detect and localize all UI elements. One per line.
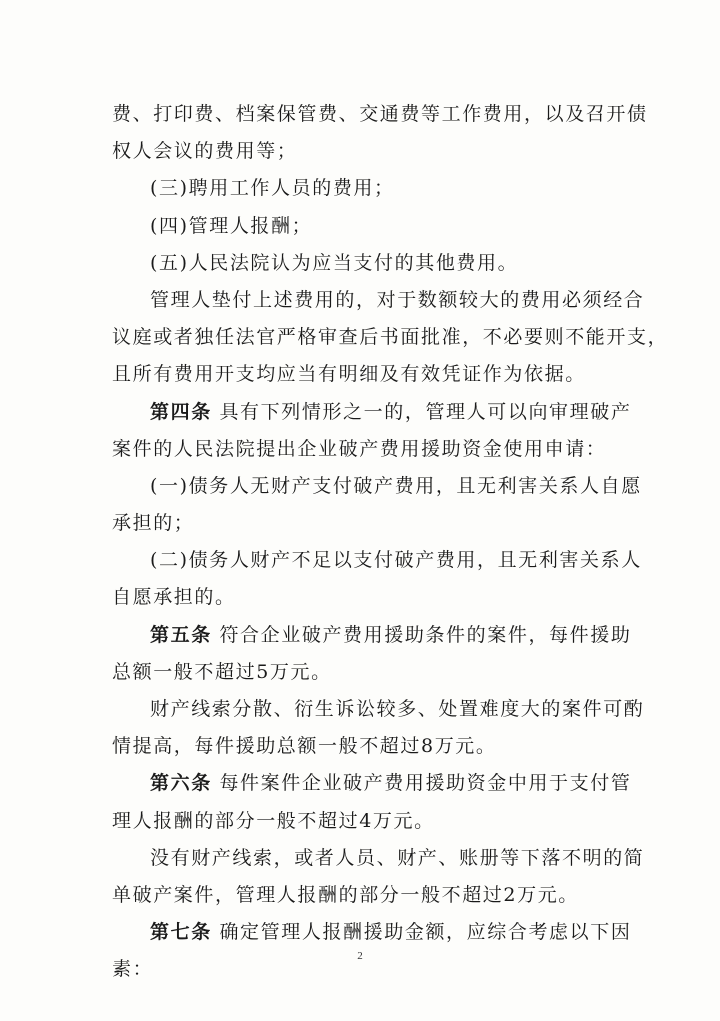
- article-heading: 第五条: [150, 623, 212, 646]
- text-line: [112, 96, 648, 133]
- line-text: 情提高，每件援助总额一般不超过8万元。: [112, 735, 497, 758]
- line-text: (一)债务人无财产支付破产费用，且无利害关系人自愿: [150, 474, 642, 497]
- text-line: [112, 654, 612, 691]
- line-text: 总额一般不超过5万元。: [112, 660, 332, 683]
- text-line: [112, 133, 612, 170]
- text-line: [112, 170, 612, 207]
- line-text: 议庭或者独任法官严格审查后书面批准，不必要则不能开支，: [112, 326, 669, 349]
- text-line: [112, 617, 632, 654]
- line-text: 没有财产线索，或者人员、财产、账册等下落不明的简: [150, 846, 645, 869]
- line-text: 每件案件企业破产费用援助资金中用于支付管: [211, 772, 632, 795]
- text-line: [112, 319, 669, 356]
- line-text: 理人报酬的部分一般不超过4万元。: [112, 809, 435, 832]
- text-line: [112, 356, 612, 393]
- text-line: [112, 728, 612, 765]
- line-text: (三)聘用工作人员的费用；: [150, 177, 395, 200]
- line-text: 权人会议的费用等；: [112, 140, 298, 163]
- text-line: [112, 542, 642, 579]
- line-text: 确定管理人报酬援助金额，应综合考虑以下因: [211, 921, 632, 944]
- line-text: 承担的；: [112, 512, 195, 535]
- text-line: [112, 765, 632, 802]
- line-text: 案件的人民法院提出企业破产费用援助资金使用申请：: [112, 437, 607, 460]
- line-text: (四)管理人报酬；: [150, 214, 313, 237]
- line-text: (五)人民法院认为应当支付的其他费用。: [150, 251, 519, 274]
- line-text: 符合企业破产费用援助条件的案件，每件援助: [211, 623, 632, 646]
- line-text: 具有下列情形之一的，管理人可以向审理破产: [211, 400, 632, 423]
- line-text: (二)债务人财产不足以支付破产费用，且无利害关系人: [150, 549, 642, 572]
- page-number: 2: [357, 950, 363, 962]
- document-body: [112, 96, 669, 989]
- line-text: 费、打印费、档案保管费、交通费等工作费用，以及召开债: [112, 103, 648, 125]
- line-text: 且所有费用开支均应当有明细及有效凭证作为依据。: [112, 363, 586, 386]
- article-heading: 第四条: [150, 400, 212, 423]
- line-text: 财产线索分散、衍生诉讼较多、处置难度大的案件可酌: [150, 698, 645, 720]
- text-line: [112, 208, 612, 245]
- text-line: [112, 394, 632, 431]
- text-line: [112, 877, 612, 914]
- text-line: [112, 579, 612, 616]
- text-line: [112, 505, 612, 542]
- line-text: 自愿承担的。: [112, 586, 236, 609]
- text-line: [112, 691, 645, 728]
- article-heading: 第七条: [150, 921, 212, 944]
- text-line: [112, 245, 612, 282]
- text-line: [112, 431, 612, 468]
- line-text: 管理人垫付上述费用的，对于数额较大的费用必须经合: [150, 288, 645, 311]
- line-text: 单破产案件，管理人报酬的部分一般不超过2万元。: [112, 883, 579, 906]
- text-line: [112, 914, 632, 951]
- text-line: [112, 282, 645, 319]
- text-line: [112, 803, 612, 840]
- text-line: [112, 840, 645, 877]
- text-line: [112, 468, 642, 505]
- article-heading: 第六条: [150, 772, 212, 795]
- line-text: 素：: [112, 958, 154, 981]
